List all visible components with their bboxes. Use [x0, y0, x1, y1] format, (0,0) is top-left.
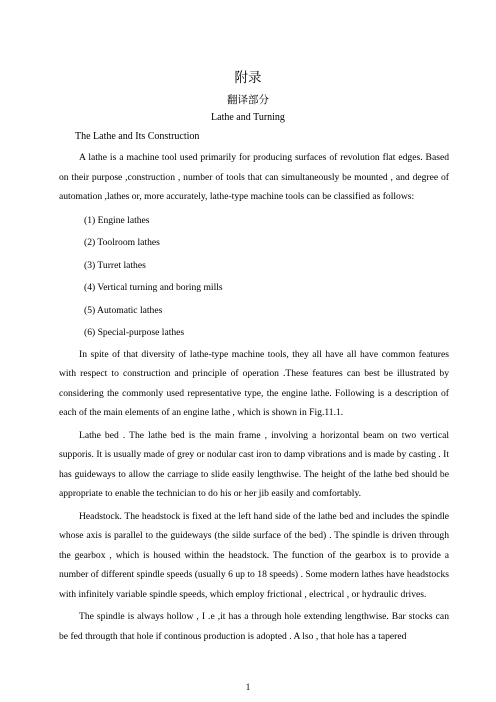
body-paragraph: The spindle is always hollow , I .e ,it has a through hole extending lengthwise. Bar stocks can be fed througth that hole if continous production is adopted . A lso , that hole has a tapered: [59, 611, 449, 642]
translation-subtitle: 翻译部分: [227, 94, 269, 106]
list-item: (6) Special-purpose lathes: [84, 327, 185, 338]
body-paragraph: In spite of that diversity of lathe-type machine tools, they all have all have common features with respect to construction and principle of operation .These features can best be illustrated by considering the commonly used representative type, the engine lathe. Following is a description of each of the main elements of an engine lathe , which is shown in Fig.11.1.: [59, 348, 449, 418]
intro-paragraph: A lathe is a machine tool used primarily for producing surfaces of revolution flat edges. Based on their purpose ,construction , number of tools that can simultaneously be mounted , and degree of automation ,lathes or, more accurately, lathe-type machine tools can be classified as follows:: [59, 152, 449, 202]
list-item: (4) Vertical turning and boring mills: [84, 282, 223, 293]
appendix-title: 附录: [234, 70, 262, 86]
list-item: (5) Automatic lathes: [84, 304, 163, 316]
list-item: (1) Engine lathes: [84, 214, 150, 226]
list-item: (3) Turret lathes: [84, 259, 146, 271]
page-number: 1: [245, 682, 251, 692]
list-item: (2) Toolroom lathes: [84, 237, 160, 248]
chapter-heading: Lathe and Turning: [211, 112, 285, 123]
body-text: [59, 148, 449, 646]
body-paragraph: Lathe bed . The lathe bed is the main frame , involving a horizontal beam on two vertical supporis. It is usually made of grey or nodular cast iron to damp vibrations and is made by casting . It has guideways to allow the carriage to slide easily lengthwise. The height of the lathe bed should be appropriate to enable the technician to do his or her jib easily and comfortably.: [59, 429, 449, 499]
body-paragraph: Headstock. The headstock is fixed at the left hand side of the lathe bed and includes the spindle whose axis is parallel to the guideways (the silde surface of the bed) . The spindle is driven through the gearbox , which is housed within the headstock. The function of the gearbox is to provide a number of different spindle speeds (usually 6 up to 18 speeds) . Some modern lathes have headstocks with infinitely variable spindle speeds, which employ frictional , electrical , or hydraulic drives.: [59, 510, 449, 600]
lathe-types-list: [59, 212, 449, 342]
section-heading: The Lathe and Its Construction: [75, 131, 200, 142]
